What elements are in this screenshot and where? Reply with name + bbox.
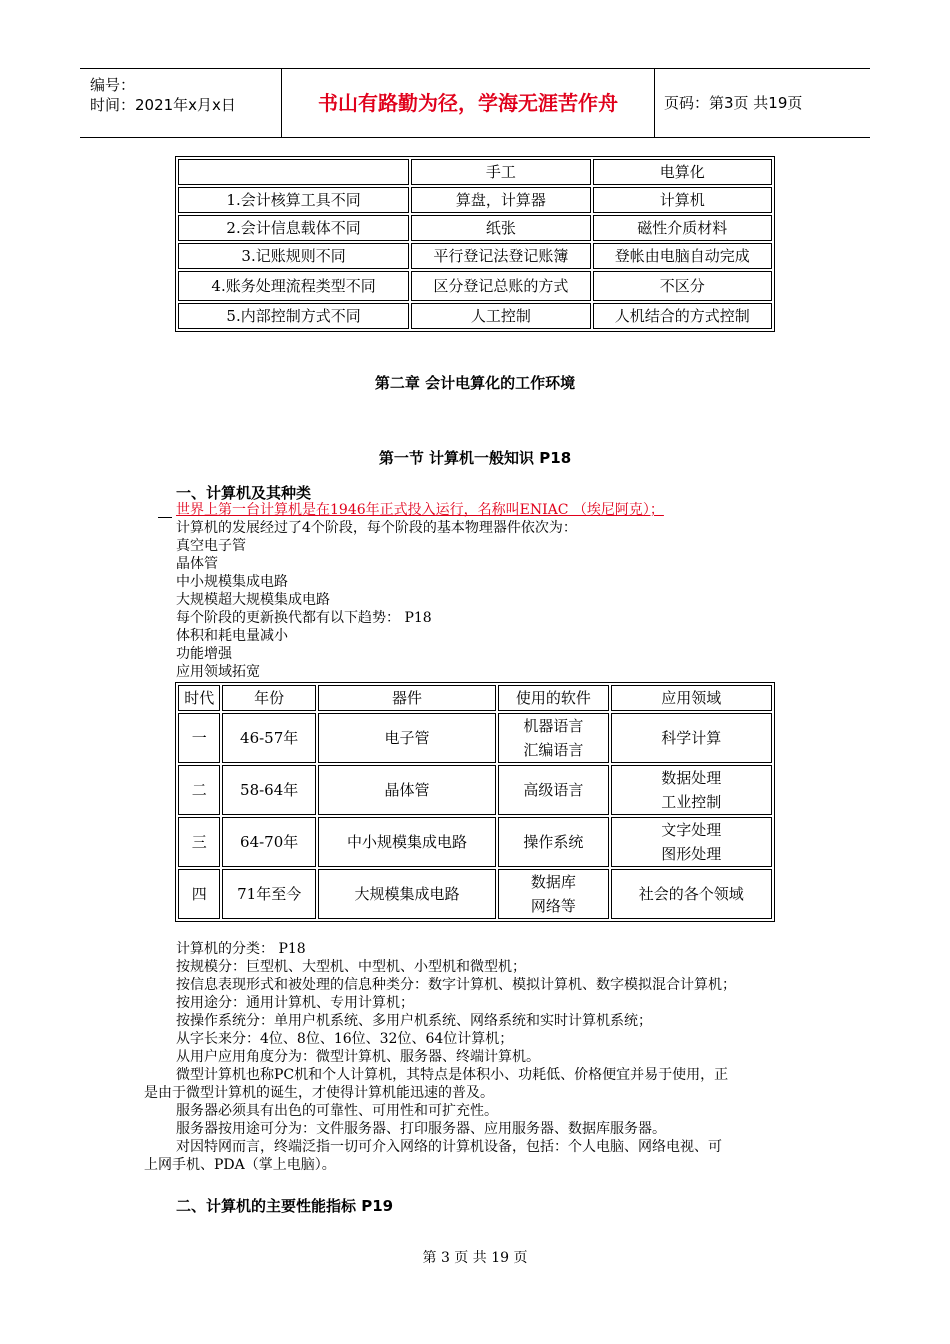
table-header-cell: 手工 [411,159,590,185]
highlighted-line: 世界上第一台计算机是在1946年正式投入运行，名称叫ENIAC （埃尼阿克）； [176,502,664,518]
field-line: 工业控制 [661,793,722,811]
years-cell: 58-64年 [222,765,315,815]
software-line: 网络等 [530,897,576,915]
margin-rule [158,517,172,518]
software-cell [498,765,608,815]
text-line: 服务器必须具有出色的可靠性、可用性和可扩充性。 [176,1103,498,1119]
device-cell: 电子管 [318,713,496,763]
table-header-cell: 应用领域 [611,685,772,711]
text-line: 计算机的发展经过了4个阶段，每个阶段的基本物理器件依次为： [176,520,577,536]
text-line: 按信息表现形式和被处理的信息种类分：数字计算机、模拟计算机、数字模拟混合计算机； [176,977,736,993]
text-line: 应用领域拓宽 [176,664,260,680]
text-line: 是由于微型计算机的诞生，才使得计算机能迅速的普及。 [144,1085,494,1101]
software-line: 汇编语言 [523,741,584,759]
era-cell: 二 [178,765,220,815]
text-line: 按操作系统分：单用户机系统、多用户机系统、网络系统和实时计算机系统； [176,1013,652,1029]
software-line: 操作系统 [523,833,584,851]
text-line: 体积和耗电量减小 [176,628,288,644]
table-row [178,817,772,867]
software-cell [498,713,608,763]
classification-paragraphs [144,1066,814,1174]
field-cell [611,817,772,867]
part2-title: 二、计算机的主要性能指标 P19 [176,1197,394,1215]
text-line: 上网手机、PDA（掌上电脑）。 [144,1157,336,1173]
text-line: 从用户应用角度分为：微型计算机、服务器、终端计算机。 [176,1049,540,1065]
generations-table [175,682,775,922]
text-line: 从字长来分：4位、8位、16位、32位、64位计算机； [176,1031,514,1047]
header-motto: 书山有路勤为径，学海无涯苦作舟 [282,69,655,137]
table-row [178,765,772,815]
text-line: 每个阶段的更新换代都有以下趋势： P18 [176,610,432,626]
text-line: 真空电子管 [176,538,246,554]
table-header-cell: 使用的软件 [498,685,608,711]
table-cell: 区分登记总账的方式 [411,271,590,301]
part1-text [176,501,664,681]
field-line: 社会的各个领域 [638,885,744,903]
software-line: 机器语言 [523,717,584,735]
table-cell: 不区分 [593,271,772,301]
table-header-cell: 器件 [318,685,496,711]
table-row [178,243,772,269]
header-page-label: 页码：第3页 共19页 [664,94,803,112]
text-line: 中小规模集成电路 [176,574,288,590]
table-cell: 算盘，计算器 [411,187,590,213]
table-header-row [178,159,772,185]
table-cell: 2.会计信息载体不同 [178,215,409,241]
table-row [178,869,772,919]
software-cell [498,869,608,919]
table-row [178,187,772,213]
era-cell: 一 [178,713,220,763]
text-line: 大规模超大规模集成电路 [176,592,330,608]
classification-list [176,940,736,1066]
years-cell: 71年至今 [222,869,315,919]
table-cell: 人工控制 [411,303,590,329]
field-line: 科学计算 [661,729,722,747]
era-cell: 四 [178,869,220,919]
table-cell: 5.内部控制方式不同 [178,303,409,329]
text-line: 晶体管 [176,556,218,572]
table-row [178,215,772,241]
header-meta [80,69,282,137]
era-cell: 三 [178,817,220,867]
software-line: 数据库 [530,873,576,891]
table-row [178,271,772,301]
field-line: 图形处理 [661,845,722,863]
table-cell: 人机结合的方式控制 [593,303,772,329]
chapter-title: 第二章 会计电算化的工作环境 [374,374,576,392]
field-line: 数据处理 [661,769,722,787]
field-line: 文字处理 [661,821,722,839]
doc-time-label: 时间：2021年x月x日 [90,96,236,114]
text-line: 按用途分：通用计算机、专用计算机； [176,995,414,1011]
text-line: 微型计算机也称PC机和个人计算机，其特点是体积小、功耗低、价格便宜并易于使用，正 [176,1067,729,1083]
table-cell: 登帐由电脑自动完成 [593,243,772,269]
table-header-cell: 电算化 [593,159,772,185]
comparison-table [175,156,775,332]
table-header-cell [178,159,409,185]
text-line: 对因特网而言，终端泛指一切可介入网络的计算机设备，包括：个人电脑、网络电视、可 [176,1139,722,1155]
field-cell [611,765,772,815]
table-cell: 平行登记法登记账簿 [411,243,590,269]
doc-number-label: 编号： [90,76,136,94]
table-row [178,303,772,329]
text-line: 服务器按用途可分为：文件服务器、打印服务器、应用服务器、数据库服务器。 [176,1121,666,1137]
table-row [178,713,772,763]
device-cell: 晶体管 [318,765,496,815]
years-cell: 46-57年 [222,713,315,763]
table-cell: 1.会计核算工具不同 [178,187,409,213]
table-header-cell: 时代 [178,685,220,711]
text-line: 功能增强 [176,646,232,662]
page-header [80,68,870,138]
text-line: 计算机的分类： P18 [176,941,306,957]
section-title: 第一节 计算机一般知识 P18 [378,449,572,467]
table-header-cell: 年份 [222,685,315,711]
device-cell: 大规模集成电路 [318,869,496,919]
part1-title: 一、计算机及其种类 [176,484,312,502]
table-cell: 纸张 [411,215,590,241]
years-cell: 64-70年 [222,817,315,867]
table-cell: 计算机 [593,187,772,213]
device-cell: 中小规模集成电路 [318,817,496,867]
table-header-row [178,685,772,711]
table-cell: 3.记账规则不同 [178,243,409,269]
software-line: 高级语言 [523,781,584,799]
field-cell [611,869,772,919]
field-cell [611,713,772,763]
software-cell [498,817,608,867]
table-cell: 磁性介质材料 [593,215,772,241]
text-line: 按规模分：巨型机、大型机、中型机、小型机和微型机； [176,959,526,975]
table-cell: 4.账务处理流程类型不同 [178,271,409,301]
page-footer: 第 3 页 共 19 页 [422,1250,528,1266]
